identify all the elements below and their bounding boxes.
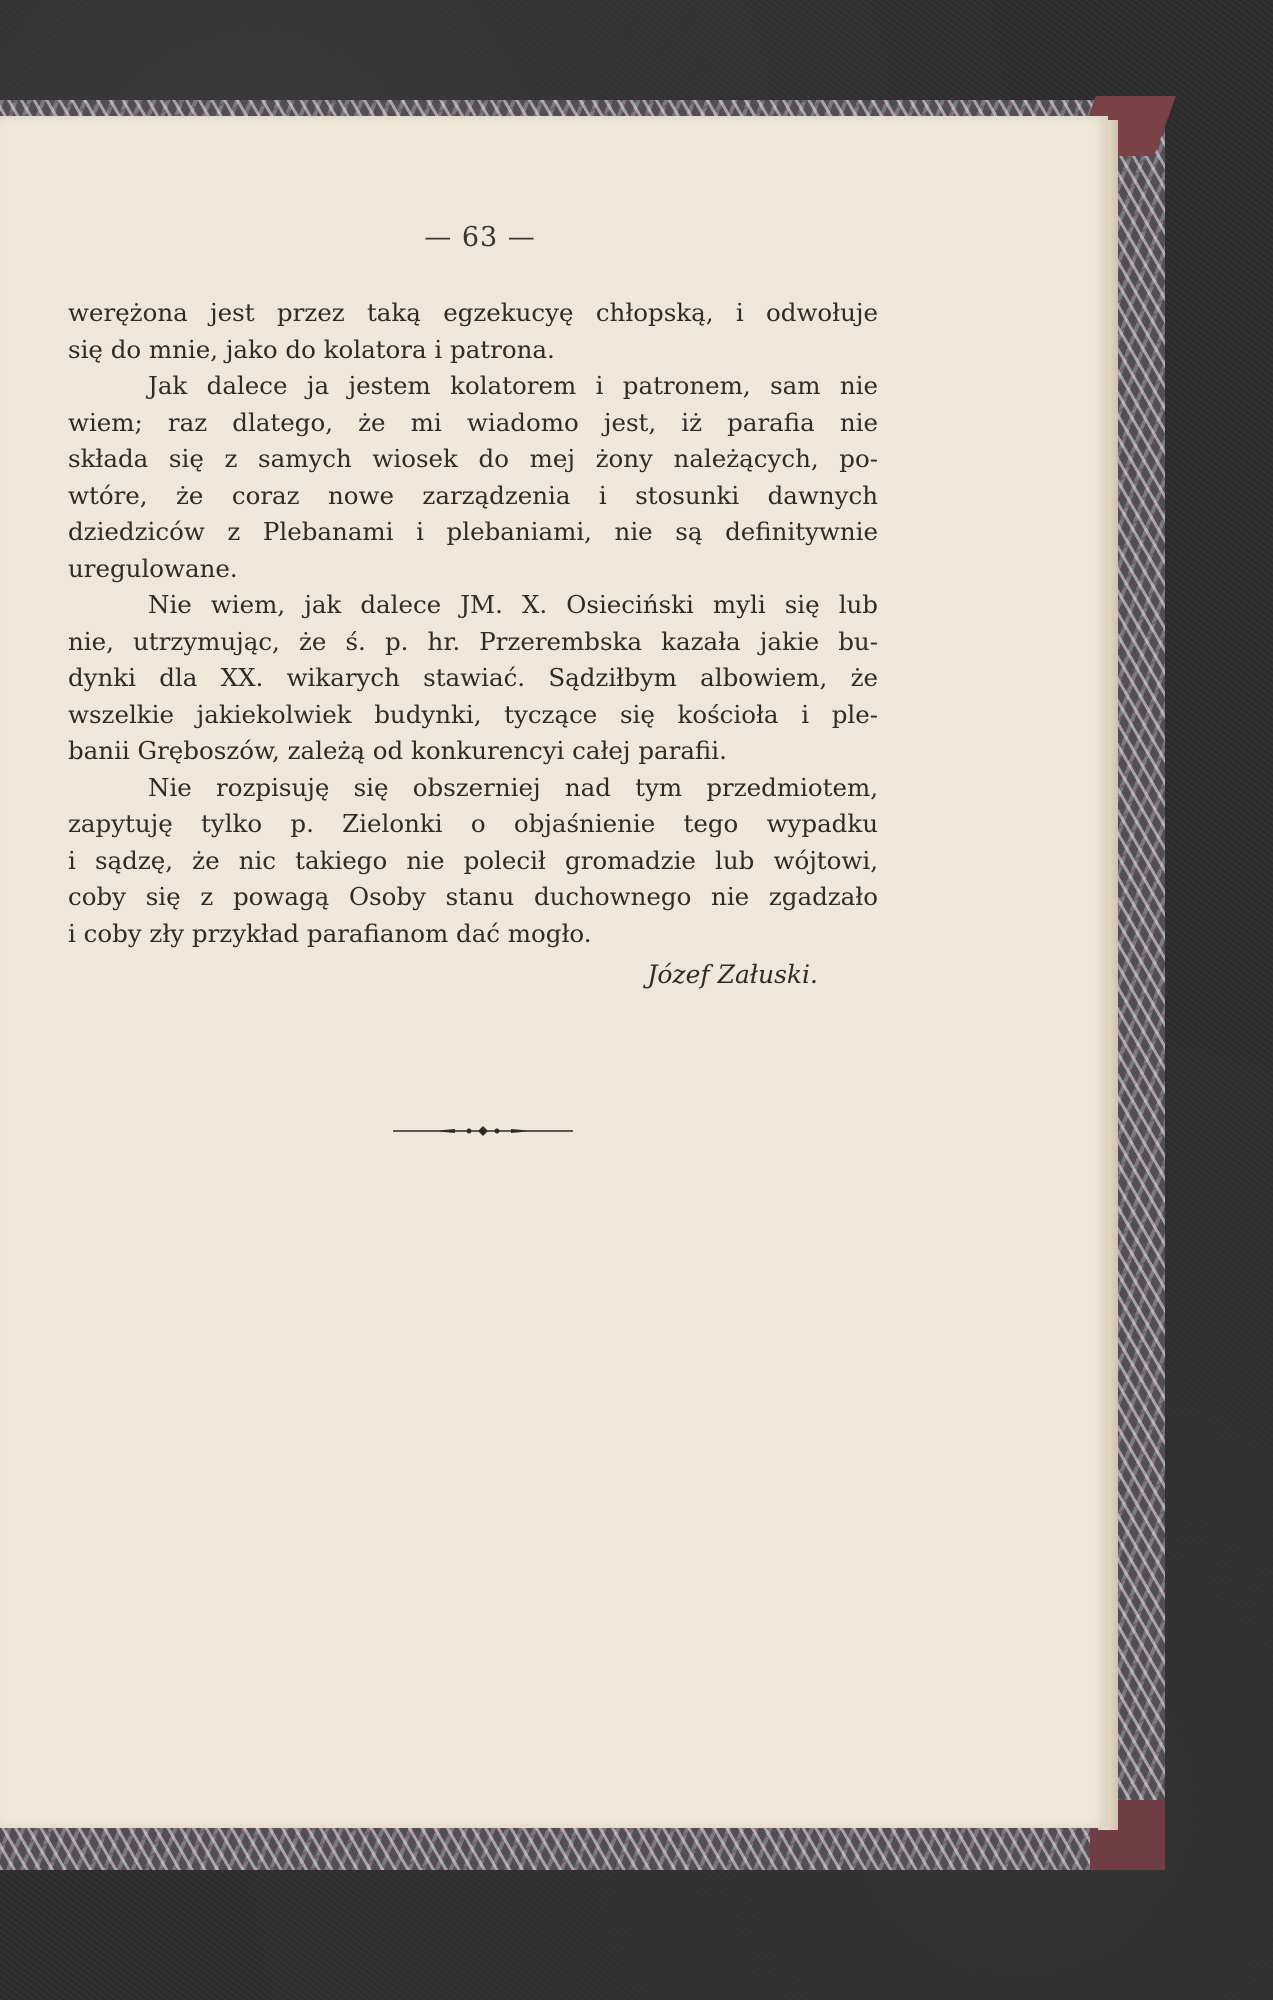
text-line: Nie rozpisuję się obszerniej nad tym przedmiotem, (148, 772, 878, 802)
text-line: i sądzę, że nic takiego nie polecił gromadzie lub wójtowi, (68, 845, 878, 875)
text-line: i coby zły przykład parafianom dać mogło. (68, 918, 592, 948)
text-line: zapytuję tylko p. Zielonki o objaśnienie tego wypadku (68, 809, 878, 838)
text-line: Jak dalece ja jestem kolatorem i patronem, sam nie (148, 371, 878, 400)
text-line: wszelkie jakiekolwiek budynki, tyczące się kościoła i ple- (68, 699, 878, 729)
text-line: banii Gręboszów, zależą od konkurencyi całej parafii. (68, 736, 727, 765)
text-line: dziedziców z Plebanami i plebaniami, nie są definitywnie (68, 517, 878, 546)
text-line: wiem; raz dlatego, że mi wiadomo jest, iż parafia nie (68, 407, 878, 437)
text-line: dynki dla XX. wikarych stawiać. Sądziłbym albowiem, że (68, 663, 878, 692)
signature: Józef Załuski. (647, 960, 818, 989)
text-line: werężona jest przez taką egzekucyę chłopską, i odwołuje (68, 298, 878, 327)
text-line: składa się z samych wiosek do mej żony należących, po- (68, 444, 878, 473)
text-line: Nie wiem, jak dalece JM. X. Osieciński myli się lub (148, 590, 878, 619)
page-number: — 63 — (424, 222, 536, 253)
text-line: wtóre, że coraz nowe zarządzenia i stosunki dawnych (68, 480, 878, 510)
text-line: uregulowane. (68, 553, 238, 583)
ornament-divider (393, 1124, 573, 1138)
text-line: coby się z powagą Osoby stanu duchownego nie zgadzało (68, 882, 878, 911)
text-line: nie, utrzymując, że ś. p. hr. Przerembska kazała jakie bu- (68, 626, 878, 656)
body-text (68, 295, 878, 952)
text-line: się do mnie, jako do kolatora i patrona. (68, 334, 555, 364)
